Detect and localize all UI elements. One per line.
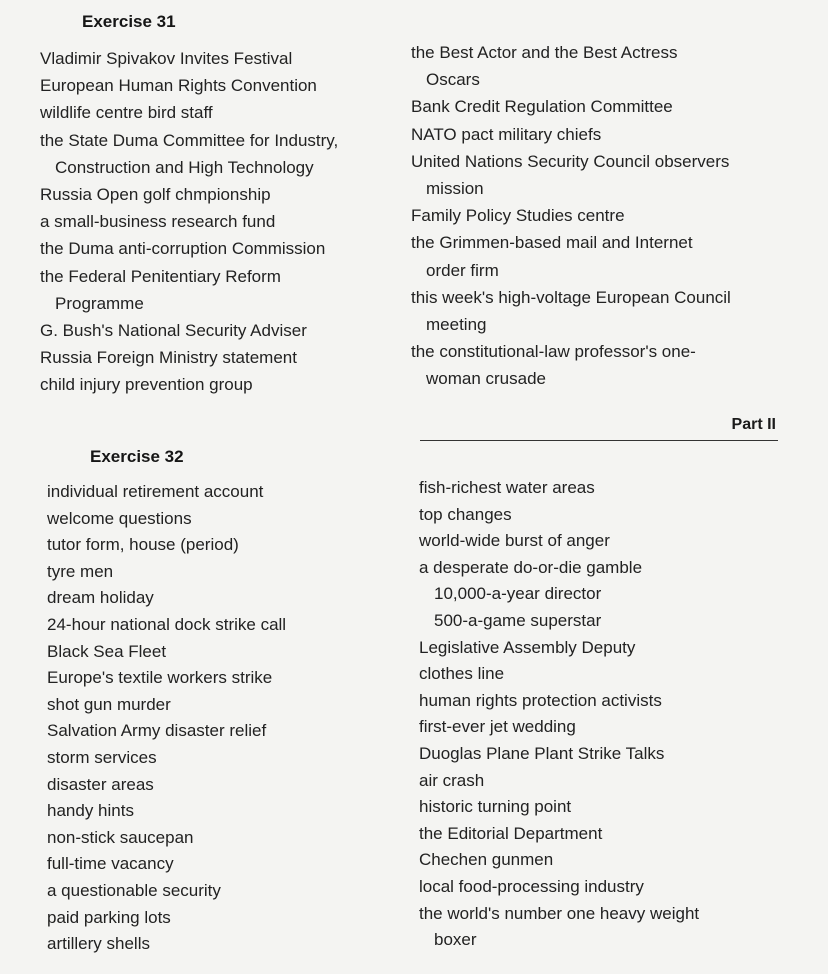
list-item: the State Duma Committee for Industry, <box>40 130 339 150</box>
list-item-continuation: meeting <box>426 314 487 334</box>
list-item: United Nations Security Council observers <box>411 151 730 171</box>
list-item: Chechen gunmen <box>419 850 554 870</box>
list-item: handy hints <box>47 801 134 821</box>
list-item: individual retirement account <box>47 482 264 501</box>
list-item: Russia Open golf chmpionship <box>40 184 271 204</box>
list-item: non-stick saucepan <box>47 827 194 847</box>
list-item: storm services <box>47 747 157 767</box>
list-item: 10,000-a-year director <box>434 584 602 604</box>
list-item: local food-processing industry <box>419 876 644 896</box>
list-item: tutor form, house (period) <box>47 535 239 555</box>
list-item: European Human Rights Convention <box>40 76 317 96</box>
list-item: paid parking lots <box>47 907 171 927</box>
list-item: human rights protection activists <box>419 690 662 710</box>
list-item: the Best Actor and the Best Actress <box>411 43 678 62</box>
list-item-continuation: woman crusade <box>426 369 547 389</box>
list-item: Duoglas Plane Plant Strike Talks <box>419 743 665 763</box>
list-item: disaster areas <box>47 774 154 794</box>
list-item: fish-richest water areas <box>419 478 595 497</box>
list-item: the Duma anti-corruption Commission <box>40 239 326 259</box>
list-item: top changes <box>419 504 512 524</box>
exercise-31-left-column <box>40 45 338 398</box>
list-item: G. Bush's National Security Adviser <box>40 320 307 340</box>
list-item: wildlife centre bird staff <box>40 103 213 123</box>
list-item: Salvation Army disaster relief <box>47 721 267 741</box>
list-item: the world's number one heavy weight <box>419 903 700 923</box>
list-item-continuation: Programme <box>55 293 144 313</box>
list-item: the constitutional-law professor's one- <box>411 342 696 362</box>
list-item: world-wide burst of anger <box>419 531 610 551</box>
list-item: a small-business research fund <box>40 212 276 232</box>
list-item-continuation: order firm <box>426 260 499 280</box>
list-item: Legislative Assembly Deputy <box>419 637 636 657</box>
exercise-31-heading: Exercise 31 <box>82 12 176 31</box>
list-item: a questionable security <box>47 880 221 900</box>
list-item-continuation: mission <box>426 178 484 198</box>
list-item: child injury prevention group <box>40 375 253 395</box>
list-item: the Grimmen-based mail and Internet <box>411 233 693 253</box>
list-item: the Editorial Department <box>419 823 603 843</box>
list-item: Vladimir Spivakov Invites Festival <box>40 49 293 68</box>
section-divider <box>420 440 778 441</box>
list-item: artillery shells <box>47 934 150 954</box>
exercise-32-left-column <box>47 479 286 958</box>
list-item: tyre men <box>47 561 114 581</box>
list-item: Family Policy Studies centre <box>411 206 625 226</box>
list-item: shot gun murder <box>47 694 171 714</box>
list-item: a desperate do-or-die gamble <box>419 557 643 577</box>
list-item: full-time vacancy <box>47 854 174 874</box>
exercise-31-right-column <box>411 39 731 392</box>
exercise-32-right-column <box>419 475 699 954</box>
list-item: air crash <box>419 770 485 790</box>
list-item: Black Sea Fleet <box>47 641 167 661</box>
list-item: this week's high-voltage European Council <box>411 287 731 307</box>
list-item-continuation: boxer <box>434 930 477 950</box>
list-item: NATO pact military chiefs <box>411 124 602 144</box>
list-item: 500-a-game superstar <box>434 610 602 630</box>
list-item: Europe's textile workers strike <box>47 668 273 688</box>
list-item-continuation: Oscars <box>426 70 480 90</box>
list-item: Bank Credit Regulation Committee <box>411 97 673 117</box>
list-item: Russia Foreign Ministry statement <box>40 348 297 368</box>
list-item: welcome questions <box>47 508 192 528</box>
list-item: 24-hour national dock strike call <box>47 614 287 634</box>
list-item: first-ever jet wedding <box>419 717 576 737</box>
list-item-continuation: Construction and High Technology <box>55 157 314 177</box>
list-item: clothes line <box>419 664 505 684</box>
list-item: historic turning point <box>419 797 572 817</box>
part-title: Part II <box>731 416 776 433</box>
exercise-32-heading: Exercise 32 <box>90 447 184 466</box>
list-item: the Federal Penitentiary Reform <box>40 266 281 286</box>
list-item: dream holiday <box>47 588 154 608</box>
